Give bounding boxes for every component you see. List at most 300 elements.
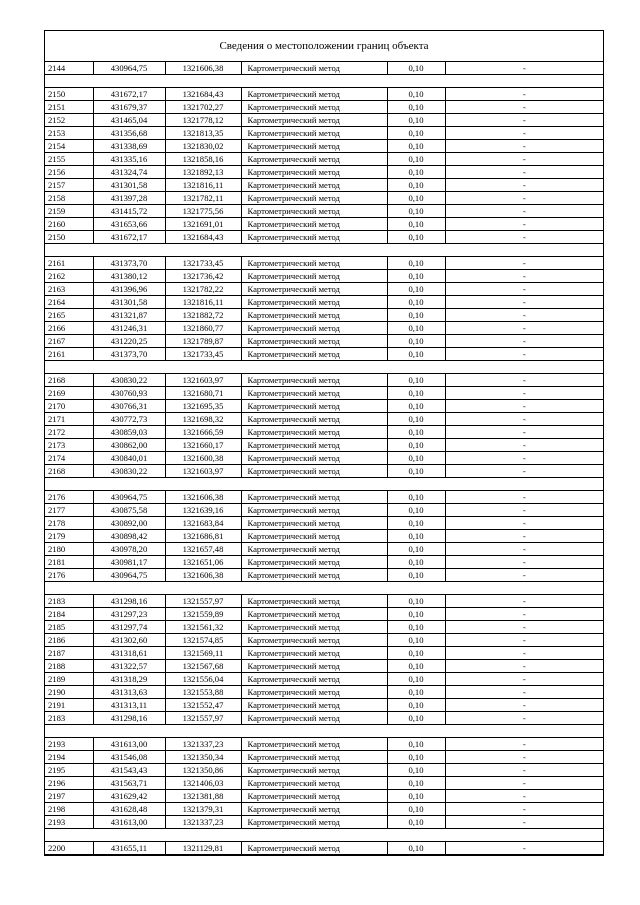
note-cell: - (445, 504, 603, 517)
accuracy-cell: 0,10 (387, 465, 445, 478)
table-row (45, 387, 603, 400)
y-coordinate-cell: 1321559,89 (165, 608, 241, 621)
table-row (45, 413, 603, 426)
accuracy-cell: 0,10 (387, 140, 445, 153)
point-number-cell: 2196 (45, 777, 93, 790)
point-number-cell: 2181 (45, 556, 93, 569)
y-coordinate-cell: 1321702,27 (165, 101, 241, 114)
point-number-cell: 2186 (45, 634, 93, 647)
table-row (45, 231, 603, 244)
table-row (45, 491, 603, 504)
y-coordinate-cell: 1321680,71 (165, 387, 241, 400)
y-coordinate-cell: 1321651,06 (165, 556, 241, 569)
x-coordinate-cell: 431679,37 (93, 101, 165, 114)
table-row (45, 101, 603, 114)
table-row (45, 673, 603, 686)
accuracy-cell: 0,10 (387, 751, 445, 764)
accuracy-cell: 0,10 (387, 790, 445, 803)
coordinates-table (45, 62, 603, 855)
table-row (45, 88, 603, 101)
note-cell: - (445, 543, 603, 556)
accuracy-cell: 0,10 (387, 816, 445, 829)
point-number-cell: 2176 (45, 569, 93, 582)
group-separator-row (45, 244, 603, 257)
point-number-cell: 2165 (45, 309, 93, 322)
point-number-cell: 2166 (45, 322, 93, 335)
accuracy-cell: 0,10 (387, 335, 445, 348)
note-cell: - (445, 296, 603, 309)
table-row (45, 647, 603, 660)
table-row (45, 114, 603, 127)
table-row (45, 764, 603, 777)
method-cell: Картометрический метод (241, 790, 387, 803)
accuracy-cell: 0,10 (387, 127, 445, 140)
point-number-cell: 2169 (45, 387, 93, 400)
method-cell: Картометрический метод (241, 101, 387, 114)
boundary-coordinates-document (44, 30, 604, 856)
note-cell: - (445, 140, 603, 153)
method-cell: Картометрический метод (241, 400, 387, 413)
accuracy-cell: 0,10 (387, 543, 445, 556)
accuracy-cell: 0,10 (387, 413, 445, 426)
note-cell: - (445, 673, 603, 686)
x-coordinate-cell: 431396,96 (93, 283, 165, 296)
accuracy-cell: 0,10 (387, 608, 445, 621)
y-coordinate-cell: 1321561,32 (165, 621, 241, 634)
x-coordinate-cell: 431543,43 (93, 764, 165, 777)
y-coordinate-cell: 1321816,11 (165, 296, 241, 309)
method-cell: Картометрический метод (241, 166, 387, 179)
y-coordinate-cell: 1321603,97 (165, 465, 241, 478)
method-cell: Картометрический метод (241, 491, 387, 504)
table-row (45, 517, 603, 530)
accuracy-cell: 0,10 (387, 257, 445, 270)
point-number-cell: 2178 (45, 517, 93, 530)
x-coordinate-cell: 430964,75 (93, 62, 165, 75)
method-cell: Картометрический метод (241, 712, 387, 725)
method-cell: Картометрический метод (241, 140, 387, 153)
note-cell: - (445, 491, 603, 504)
method-cell: Картометрический метод (241, 309, 387, 322)
method-cell: Картометрический метод (241, 270, 387, 283)
x-coordinate-cell: 431313,63 (93, 686, 165, 699)
point-number-cell: 2188 (45, 660, 93, 673)
method-cell: Картометрический метод (241, 556, 387, 569)
y-coordinate-cell: 1321557,97 (165, 595, 241, 608)
y-coordinate-cell: 1321406,03 (165, 777, 241, 790)
accuracy-cell: 0,10 (387, 296, 445, 309)
x-coordinate-cell: 431220,25 (93, 335, 165, 348)
note-cell: - (445, 101, 603, 114)
group-separator-cell (45, 725, 603, 738)
note-cell: - (445, 283, 603, 296)
x-coordinate-cell: 431672,17 (93, 231, 165, 244)
accuracy-cell: 0,10 (387, 556, 445, 569)
point-number-cell: 2183 (45, 595, 93, 608)
method-cell: Картометрический метод (241, 764, 387, 777)
x-coordinate-cell: 431322,57 (93, 660, 165, 673)
x-coordinate-cell: 431628,48 (93, 803, 165, 816)
point-number-cell: 2189 (45, 673, 93, 686)
note-cell: - (445, 595, 603, 608)
x-coordinate-cell: 430892,00 (93, 517, 165, 530)
note-cell: - (445, 803, 603, 816)
table-row (45, 309, 603, 322)
x-coordinate-cell: 430840,01 (93, 452, 165, 465)
method-cell: Картометрический метод (241, 647, 387, 660)
x-coordinate-cell: 431613,00 (93, 816, 165, 829)
method-cell: Картометрический метод (241, 127, 387, 140)
note-cell: - (445, 88, 603, 101)
y-coordinate-cell: 1321695,35 (165, 400, 241, 413)
method-cell: Картометрический метод (241, 283, 387, 296)
note-cell: - (445, 439, 603, 452)
group-separator-cell (45, 478, 603, 491)
note-cell: - (445, 751, 603, 764)
table-row (45, 153, 603, 166)
method-cell: Картометрический метод (241, 634, 387, 647)
x-coordinate-cell: 430875,58 (93, 504, 165, 517)
y-coordinate-cell: 1321813,35 (165, 127, 241, 140)
y-coordinate-cell: 1321775,56 (165, 205, 241, 218)
method-cell: Картометрический метод (241, 738, 387, 751)
method-cell: Картометрический метод (241, 842, 387, 855)
x-coordinate-cell: 431298,16 (93, 712, 165, 725)
table-row (45, 686, 603, 699)
note-cell: - (445, 686, 603, 699)
point-number-cell: 2180 (45, 543, 93, 556)
accuracy-cell: 0,10 (387, 88, 445, 101)
accuracy-cell: 0,10 (387, 504, 445, 517)
y-coordinate-cell: 1321684,43 (165, 88, 241, 101)
y-coordinate-cell: 1321782,22 (165, 283, 241, 296)
point-number-cell: 2158 (45, 192, 93, 205)
accuracy-cell: 0,10 (387, 621, 445, 634)
method-cell: Картометрический метод (241, 608, 387, 621)
y-coordinate-cell: 1321553,88 (165, 686, 241, 699)
point-number-cell: 2193 (45, 738, 93, 751)
y-coordinate-cell: 1321860,77 (165, 322, 241, 335)
note-cell: - (445, 205, 603, 218)
note-cell: - (445, 270, 603, 283)
note-cell: - (445, 569, 603, 582)
table-row (45, 569, 603, 582)
note-cell: - (445, 530, 603, 543)
method-cell: Картометрический метод (241, 205, 387, 218)
note-cell: - (445, 322, 603, 335)
table-row (45, 608, 603, 621)
table-row (45, 621, 603, 634)
y-coordinate-cell: 1321892,13 (165, 166, 241, 179)
method-cell: Картометрический метод (241, 114, 387, 127)
point-number-cell: 2168 (45, 374, 93, 387)
table-row (45, 335, 603, 348)
group-separator-row (45, 478, 603, 491)
method-cell: Картометрический метод (241, 777, 387, 790)
method-cell: Картометрический метод (241, 192, 387, 205)
point-number-cell: 2161 (45, 257, 93, 270)
note-cell: - (445, 166, 603, 179)
point-number-cell: 2160 (45, 218, 93, 231)
method-cell: Картометрический метод (241, 439, 387, 452)
y-coordinate-cell: 1321698,32 (165, 413, 241, 426)
point-number-cell: 2170 (45, 400, 93, 413)
accuracy-cell: 0,10 (387, 699, 445, 712)
point-number-cell: 2168 (45, 465, 93, 478)
table-row (45, 816, 603, 829)
x-coordinate-cell: 431318,29 (93, 673, 165, 686)
point-number-cell: 2163 (45, 283, 93, 296)
y-coordinate-cell: 1321684,43 (165, 231, 241, 244)
x-coordinate-cell: 430964,75 (93, 491, 165, 504)
accuracy-cell: 0,10 (387, 686, 445, 699)
y-coordinate-cell: 1321603,97 (165, 374, 241, 387)
accuracy-cell: 0,10 (387, 192, 445, 205)
x-coordinate-cell: 431302,60 (93, 634, 165, 647)
x-coordinate-cell: 431373,70 (93, 257, 165, 270)
x-coordinate-cell: 430964,75 (93, 569, 165, 582)
x-coordinate-cell: 431465,04 (93, 114, 165, 127)
note-cell: - (445, 699, 603, 712)
table-row (45, 556, 603, 569)
accuracy-cell: 0,10 (387, 764, 445, 777)
y-coordinate-cell: 1321691,01 (165, 218, 241, 231)
table-row (45, 751, 603, 764)
point-number-cell: 2164 (45, 296, 93, 309)
method-cell: Картометрический метод (241, 231, 387, 244)
accuracy-cell: 0,10 (387, 647, 445, 660)
note-cell: - (445, 738, 603, 751)
accuracy-cell: 0,10 (387, 153, 445, 166)
note-cell: - (445, 621, 603, 634)
method-cell: Картометрический метод (241, 218, 387, 231)
method-cell: Картометрический метод (241, 595, 387, 608)
method-cell: Картометрический метод (241, 179, 387, 192)
y-coordinate-cell: 1321337,23 (165, 738, 241, 751)
table-row (45, 803, 603, 816)
accuracy-cell: 0,10 (387, 62, 445, 75)
y-coordinate-cell: 1321574,85 (165, 634, 241, 647)
y-coordinate-cell: 1321778,12 (165, 114, 241, 127)
table-row (45, 374, 603, 387)
x-coordinate-cell: 431655,11 (93, 842, 165, 855)
table-row (45, 660, 603, 673)
accuracy-cell: 0,10 (387, 400, 445, 413)
x-coordinate-cell: 431297,74 (93, 621, 165, 634)
table-row (45, 595, 603, 608)
y-coordinate-cell: 1321569,11 (165, 647, 241, 660)
accuracy-cell: 0,10 (387, 777, 445, 790)
note-cell: - (445, 400, 603, 413)
y-coordinate-cell: 1321782,11 (165, 192, 241, 205)
y-coordinate-cell: 1321830,02 (165, 140, 241, 153)
coordinates-table-body (45, 62, 603, 855)
point-number-cell: 2184 (45, 608, 93, 621)
point-number-cell: 2177 (45, 504, 93, 517)
table-row (45, 140, 603, 153)
method-cell: Картометрический метод (241, 673, 387, 686)
x-coordinate-cell: 431246,31 (93, 322, 165, 335)
method-cell: Картометрический метод (241, 621, 387, 634)
table-row (45, 530, 603, 543)
accuracy-cell: 0,10 (387, 595, 445, 608)
accuracy-cell: 0,10 (387, 205, 445, 218)
method-cell: Картометрический метод (241, 88, 387, 101)
point-number-cell: 2190 (45, 686, 93, 699)
x-coordinate-cell: 431672,17 (93, 88, 165, 101)
x-coordinate-cell: 431397,28 (93, 192, 165, 205)
note-cell: - (445, 556, 603, 569)
note-cell: - (445, 660, 603, 673)
note-cell: - (445, 179, 603, 192)
note-cell: - (445, 335, 603, 348)
accuracy-cell: 0,10 (387, 842, 445, 855)
note-cell: - (445, 413, 603, 426)
method-cell: Картометрический метод (241, 803, 387, 816)
accuracy-cell: 0,10 (387, 322, 445, 335)
x-coordinate-cell: 431546,08 (93, 751, 165, 764)
point-number-cell: 2176 (45, 491, 93, 504)
y-coordinate-cell: 1321686,81 (165, 530, 241, 543)
point-number-cell: 2200 (45, 842, 93, 855)
note-cell: - (445, 842, 603, 855)
note-cell: - (445, 231, 603, 244)
method-cell: Картометрический метод (241, 660, 387, 673)
y-coordinate-cell: 1321882,72 (165, 309, 241, 322)
table-row (45, 62, 603, 75)
group-separator-row (45, 725, 603, 738)
table-row (45, 842, 603, 855)
x-coordinate-cell: 431335,16 (93, 153, 165, 166)
point-number-cell: 2157 (45, 179, 93, 192)
point-number-cell: 2156 (45, 166, 93, 179)
note-cell: - (445, 647, 603, 660)
group-separator-cell (45, 582, 603, 595)
point-number-cell: 2173 (45, 439, 93, 452)
accuracy-cell: 0,10 (387, 283, 445, 296)
note-cell: - (445, 764, 603, 777)
x-coordinate-cell: 431313,11 (93, 699, 165, 712)
accuracy-cell: 0,10 (387, 426, 445, 439)
table-row (45, 439, 603, 452)
point-number-cell: 2144 (45, 62, 93, 75)
method-cell: Картометрический метод (241, 296, 387, 309)
method-cell: Картометрический метод (241, 751, 387, 764)
point-number-cell: 2172 (45, 426, 93, 439)
y-coordinate-cell: 1321556,04 (165, 673, 241, 686)
y-coordinate-cell: 1321379,31 (165, 803, 241, 816)
note-cell: - (445, 387, 603, 400)
y-coordinate-cell: 1321600,38 (165, 452, 241, 465)
table-row (45, 465, 603, 478)
note-cell: - (445, 153, 603, 166)
method-cell: Картометрический метод (241, 322, 387, 335)
accuracy-cell: 0,10 (387, 439, 445, 452)
y-coordinate-cell: 1321557,97 (165, 712, 241, 725)
point-number-cell: 2174 (45, 452, 93, 465)
x-coordinate-cell: 431373,70 (93, 348, 165, 361)
accuracy-cell: 0,10 (387, 517, 445, 530)
accuracy-cell: 0,10 (387, 712, 445, 725)
method-cell: Картометрический метод (241, 348, 387, 361)
accuracy-cell: 0,10 (387, 569, 445, 582)
y-coordinate-cell: 1321858,16 (165, 153, 241, 166)
table-row (45, 322, 603, 335)
accuracy-cell: 0,10 (387, 738, 445, 751)
point-number-cell: 2179 (45, 530, 93, 543)
note-cell: - (445, 257, 603, 270)
x-coordinate-cell: 431380,12 (93, 270, 165, 283)
x-coordinate-cell: 430981,17 (93, 556, 165, 569)
x-coordinate-cell: 431301,58 (93, 296, 165, 309)
point-number-cell: 2191 (45, 699, 93, 712)
note-cell: - (445, 790, 603, 803)
table-row (45, 283, 603, 296)
y-coordinate-cell: 1321660,17 (165, 439, 241, 452)
accuracy-cell: 0,10 (387, 270, 445, 283)
point-number-cell: 2153 (45, 127, 93, 140)
x-coordinate-cell: 430898,42 (93, 530, 165, 543)
table-row (45, 790, 603, 803)
accuracy-cell: 0,10 (387, 179, 445, 192)
y-coordinate-cell: 1321606,38 (165, 491, 241, 504)
accuracy-cell: 0,10 (387, 452, 445, 465)
y-coordinate-cell: 1321350,34 (165, 751, 241, 764)
table-row (45, 452, 603, 465)
method-cell: Картометрический метод (241, 530, 387, 543)
y-coordinate-cell: 1321381,88 (165, 790, 241, 803)
x-coordinate-cell: 431318,61 (93, 647, 165, 660)
x-coordinate-cell: 430859,03 (93, 426, 165, 439)
note-cell: - (445, 777, 603, 790)
note-cell: - (445, 348, 603, 361)
accuracy-cell: 0,10 (387, 660, 445, 673)
table-row (45, 192, 603, 205)
y-coordinate-cell: 1321639,16 (165, 504, 241, 517)
point-number-cell: 2197 (45, 790, 93, 803)
method-cell: Картометрический метод (241, 257, 387, 270)
point-number-cell: 2167 (45, 335, 93, 348)
method-cell: Картометрический метод (241, 699, 387, 712)
note-cell: - (445, 218, 603, 231)
x-coordinate-cell: 431415,72 (93, 205, 165, 218)
x-coordinate-cell: 431297,23 (93, 608, 165, 621)
accuracy-cell: 0,10 (387, 218, 445, 231)
point-number-cell: 2161 (45, 348, 93, 361)
table-row (45, 699, 603, 712)
accuracy-cell: 0,10 (387, 673, 445, 686)
point-number-cell: 2187 (45, 647, 93, 660)
y-coordinate-cell: 1321666,59 (165, 426, 241, 439)
x-coordinate-cell: 431338,69 (93, 140, 165, 153)
group-separator-row (45, 582, 603, 595)
table-row (45, 296, 603, 309)
table-row (45, 205, 603, 218)
accuracy-cell: 0,10 (387, 166, 445, 179)
note-cell: - (445, 465, 603, 478)
x-coordinate-cell: 430830,22 (93, 465, 165, 478)
table-row (45, 127, 603, 140)
method-cell: Картометрический метод (241, 374, 387, 387)
point-number-cell: 2183 (45, 712, 93, 725)
y-coordinate-cell: 1321816,11 (165, 179, 241, 192)
table-row (45, 270, 603, 283)
table-row (45, 218, 603, 231)
note-cell: - (445, 62, 603, 75)
point-number-cell: 2198 (45, 803, 93, 816)
method-cell: Картометрический метод (241, 387, 387, 400)
x-coordinate-cell: 430760,93 (93, 387, 165, 400)
